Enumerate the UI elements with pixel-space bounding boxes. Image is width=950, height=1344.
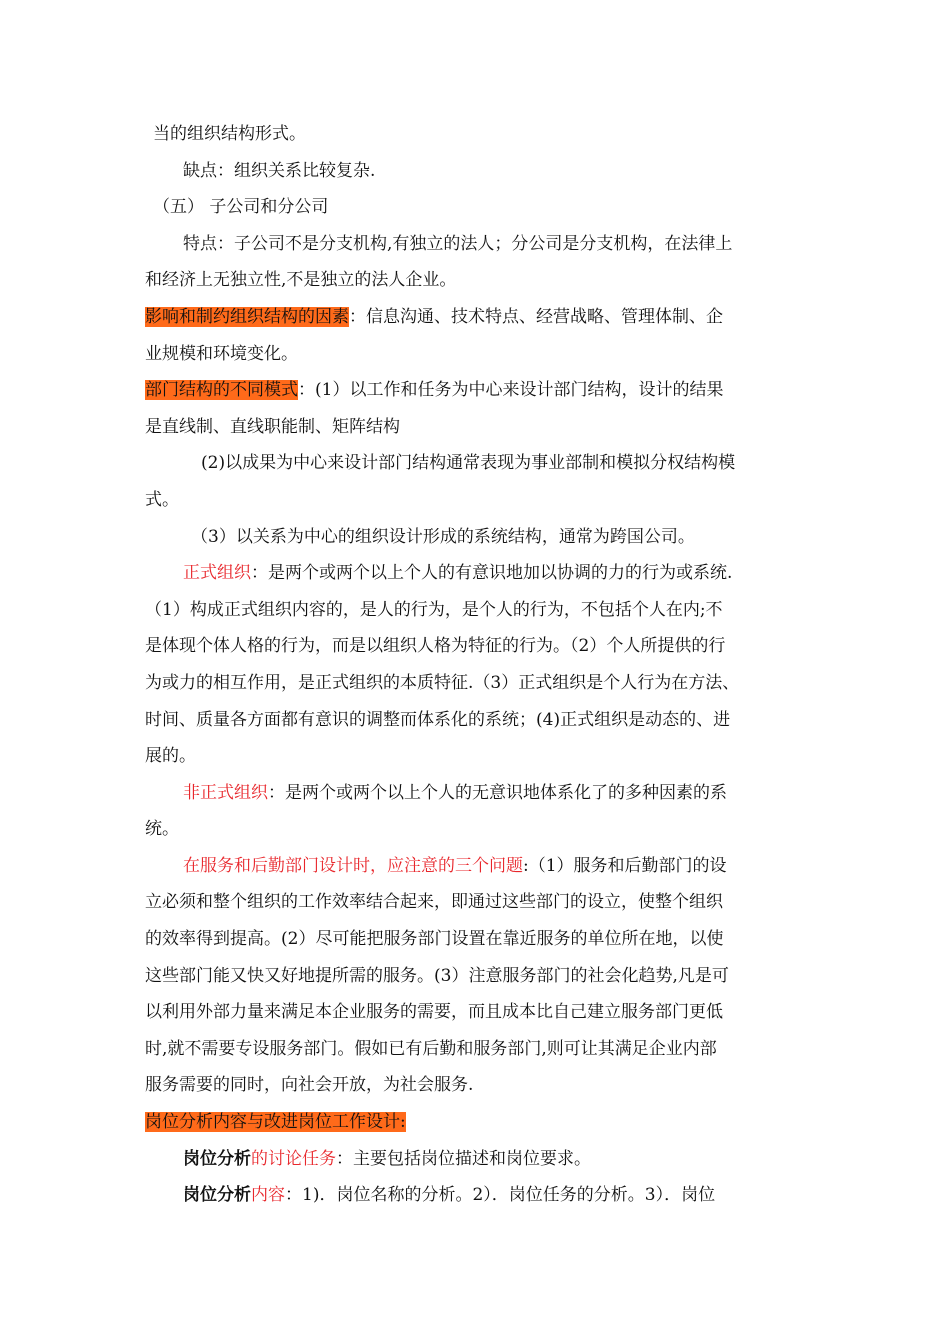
text-line: （3）以关系为中心的组织设计形成的系统结构，通常为跨国公司。	[191, 526, 695, 547]
text-line: 业规模和环境变化。	[145, 343, 298, 364]
bold-term: 岗位分析	[183, 1185, 251, 1206]
text-line: 以利用外部力量来满足本企业服务的需要，而且成本比自己建立服务部门更低	[145, 1002, 723, 1023]
text-line: 部门结构的不同模式：(1）以工作和任务为中心来设计部门结构，设计的结果	[145, 380, 724, 401]
red-term: 的讨论任务	[251, 1148, 336, 1169]
text-line: 和经济上无独立性,不是独立的法人企业。	[145, 270, 457, 291]
text-line: （1）构成正式组织内容的，是人的行为，是个人的行为，不包括个人在内;不	[145, 599, 723, 620]
text-line: 缺点：组织关系比较复杂.	[183, 160, 376, 181]
text-line: 岗位分析内容：1)．岗位名称的分析。2）．岗位任务的分析。3）．岗位	[183, 1185, 716, 1206]
text-line: 影响和制约组织结构的因素：信息沟通、技术特点、经营战略、管理体制、企	[145, 306, 723, 327]
text-line: 展的。	[145, 746, 196, 767]
text-line: (2)以成果为中心来设计部门结构通常表现为事业部制和模拟分权结构模	[201, 453, 736, 474]
text-line: 是体现个体人格的行为，而是以组织人格为特征的行为。（2）个人所提供的行	[145, 636, 726, 657]
text-line: 在服务和后勤部门设计时，应注意的三个问题:（1）服务和后勤部门的设	[183, 855, 727, 876]
text-line: 式。	[145, 489, 179, 510]
red-term: 正式组织	[183, 563, 251, 584]
text-line: 这些部门能又快又好地提所需的服务。(3）注意服务部门的社会化趋势,凡是可	[145, 965, 729, 986]
red-term: 在服务和后勤部门设计时，应注意的三个问题	[183, 855, 523, 876]
text-line: 统。	[145, 819, 179, 840]
text-line	[145, 1104, 825, 1141]
highlighted-heading: 岗位分析内容与改进岗位工作设计:	[145, 1112, 406, 1133]
text-line: 非正式组织：是两个或两个以上个人的无意识地体系化了的多种因素的系	[183, 782, 727, 803]
text-line: 服务需要的同时，向社会开放，为社会服务.	[145, 1075, 474, 1096]
text-line: 时间、质量各方面都有意识的调整而体系化的系统；(4)正式组织是动态的、进	[145, 709, 731, 730]
text-line: 当的组织结构形式。	[153, 124, 306, 144]
highlighted-term: 部门结构的不同模式	[145, 380, 298, 401]
bold-term: 岗位分析	[183, 1148, 251, 1169]
text-line: 的效率得到提高。(2）尽可能把服务部门设置在靠近服务的单位所在地，以使	[145, 929, 724, 950]
document-body	[145, 116, 825, 1214]
highlighted-term: 影响和制约组织结构的因素	[145, 306, 349, 327]
text-line: 时,就不需要专设服务部门。假如已有后勤和服务部门,则可让其满足企业内部	[145, 1038, 717, 1059]
text-line: 是直线制、直线职能制、矩阵结构	[145, 416, 400, 437]
red-term: 非正式组织	[183, 782, 268, 803]
text-line: 正式组织：是两个或两个以上个人的有意识地加以协调的力的行为或系统.	[183, 563, 733, 584]
text-line: 特点：子公司不是分支机构,有独立的法人；分公司是分支机构，在法律上	[183, 233, 733, 254]
red-term: 内容	[251, 1185, 285, 1206]
section-heading: （五） 子公司和分公司	[153, 197, 329, 218]
text-line: 岗位分析的讨论任务：主要包括岗位描述和岗位要求。	[183, 1148, 591, 1169]
text-line: 立必须和整个组织的工作效率结合起来，即通过这些部门的设立，使整个组织	[145, 892, 723, 913]
text-line: 为或力的相互作用，是正式组织的本质特征.（3）正式组织是个人行为在方法、	[145, 672, 740, 693]
